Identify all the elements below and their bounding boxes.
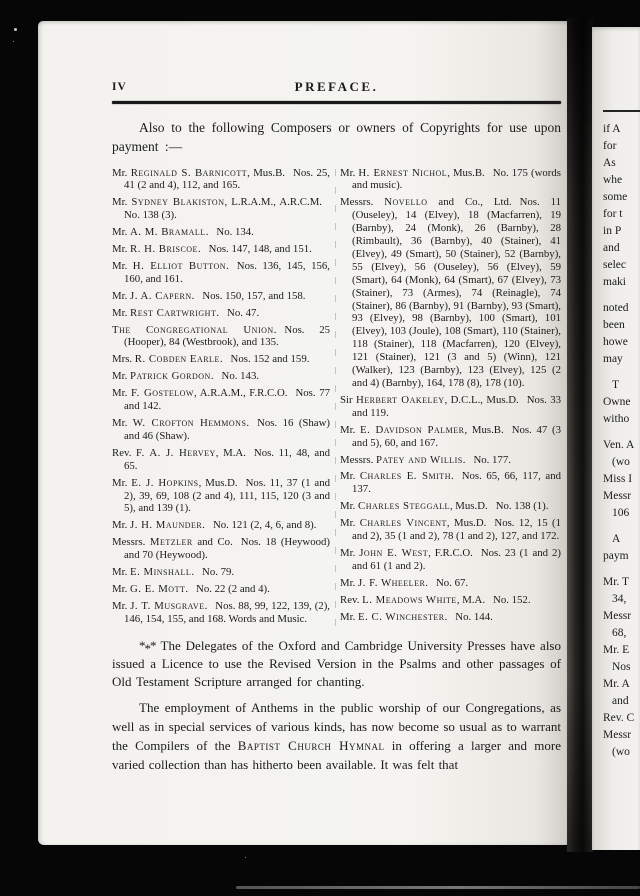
entry-lead: Mr. xyxy=(112,289,130,302)
facing-page-fragment: Messr xyxy=(603,610,632,622)
entry-refs: No. 79. xyxy=(202,566,235,579)
entry-post: , M.A. xyxy=(215,446,246,459)
copyright-entry xyxy=(112,167,330,193)
entry-name: G. E. Mott xyxy=(130,582,186,595)
facing-page-fragment: for xyxy=(603,140,617,152)
entry-lead: Mr. xyxy=(112,566,130,579)
facing-page-fragment: some xyxy=(603,191,628,203)
entry-post: . xyxy=(205,226,209,239)
entry-name: The Congregational Union xyxy=(112,323,274,336)
entry-post: . xyxy=(450,470,454,483)
entry-lead: Mr. xyxy=(340,610,358,623)
entry-name: E. C. Winchester xyxy=(358,610,445,623)
facing-page-fragment: Messr xyxy=(603,490,632,502)
asterisk-glyph: * xyxy=(139,637,145,653)
page-content xyxy=(112,79,561,774)
facing-page-fragment: As xyxy=(603,157,616,169)
entry-name: Rest Cartwright xyxy=(130,306,217,319)
entry-lead: Sir xyxy=(340,393,356,406)
entry-name: John E. West xyxy=(359,546,429,559)
entry-lead: Mr. xyxy=(112,259,133,272)
entry-post: . xyxy=(204,599,208,612)
entry-lead: Mr. xyxy=(340,470,360,483)
entry-post: , F.R.C.O. xyxy=(428,546,473,559)
entry-name: J. A. Capern xyxy=(130,289,192,302)
page-number: IV xyxy=(112,81,127,93)
entry-post: . xyxy=(210,370,214,383)
page-header xyxy=(112,79,561,97)
facing-page-header-rule xyxy=(603,110,640,112)
copyright-entry xyxy=(340,167,561,193)
copyright-entry xyxy=(340,196,561,390)
entry-lead: Mr. xyxy=(112,306,130,319)
entry-post: . xyxy=(191,566,195,579)
copyright-entry xyxy=(112,226,330,239)
copyright-entry xyxy=(112,307,330,320)
facing-page-fragment: and xyxy=(603,242,620,254)
entry-refs: No. 138 (1). xyxy=(495,500,549,513)
entry-name: Charles Vincent xyxy=(359,517,447,530)
copyright-entry xyxy=(112,260,330,286)
entry-name: A. M. Bramall xyxy=(130,226,206,239)
entry-post: . xyxy=(197,243,201,256)
facing-page-fragment: for t xyxy=(603,208,623,220)
copyright-entry xyxy=(112,353,330,366)
entry-lead: Mr. xyxy=(340,546,360,559)
closing-part1: The employment of Anthems in the public worship of our Congregations, as well as in special services of various kinds, has now become so usual as to warrant the Compilers of the xyxy=(112,699,561,753)
entry-post: . xyxy=(444,610,448,623)
entry-post: and Co., Ltd. xyxy=(427,196,512,209)
copyright-entry xyxy=(112,196,330,222)
entry-name: F. Gostelow xyxy=(130,387,194,400)
copyright-entry xyxy=(112,370,330,383)
entry-post: and Co. xyxy=(192,536,233,549)
entry-name: Herbert Oakeley xyxy=(355,393,445,406)
entry-lead: Mr. xyxy=(340,500,358,513)
entry-name: Sydney Blakiston xyxy=(131,196,225,209)
copyright-entry xyxy=(112,387,330,413)
facing-page-sliver xyxy=(592,27,640,850)
entry-name: J. T. Musgrave xyxy=(130,599,205,612)
entry-name: H. Elliot Button xyxy=(132,259,227,272)
facing-page-fragment: witho xyxy=(603,413,630,425)
hymnal-name: Baptist Church Hymnal xyxy=(237,737,385,753)
facing-page-fragment: paym xyxy=(603,550,629,562)
copyright-entry xyxy=(340,577,561,590)
entry-name: L. Meadows White xyxy=(362,593,457,606)
facing-page-fragment: whe xyxy=(603,174,623,186)
entry-refs: Nos. 25 (Hooper), 84 (Westbrook), and 135. xyxy=(124,323,330,349)
entry-lead: Messrs. xyxy=(340,196,385,209)
facing-page-fragment: Owne xyxy=(603,396,631,408)
entry-name: F. A. J. Hervey xyxy=(136,446,216,459)
entry-name: E. Davidson Palmer xyxy=(360,423,465,436)
copyright-entry xyxy=(340,500,561,513)
entry-refs: No. 138 (3). xyxy=(124,209,177,222)
copyright-entry xyxy=(112,536,330,562)
entry-refs: Nos. 150, 157, and 158. xyxy=(202,289,306,302)
entry-refs: Nos. 136, 145, 156, 160, and 161. xyxy=(124,259,330,285)
copyright-entry xyxy=(112,447,330,473)
asterisk-glyph: * xyxy=(144,641,150,657)
copyright-entry xyxy=(340,611,561,624)
facing-page-fragment: Mr. T xyxy=(603,576,629,588)
facing-page-fragment: Messr xyxy=(603,729,632,741)
entry-name: J. F. Wheeler xyxy=(358,576,426,589)
entry-post: . xyxy=(219,353,223,366)
entry-refs: No. 67. xyxy=(436,576,469,589)
entry-lead: Mr. xyxy=(112,476,132,489)
header-rule xyxy=(112,101,561,104)
entry-refs: Nos. 25, 41 (2 and 4), 112, and 165. xyxy=(124,166,331,192)
copyright-entry xyxy=(112,566,330,579)
entry-post: . xyxy=(216,306,220,319)
entry-lead: Mr. xyxy=(112,243,130,256)
entry-lead: Mr. xyxy=(112,166,131,179)
entry-refs: No. 143. xyxy=(221,370,260,383)
entry-refs: Nos. 88, 99, 122, 139, (2), 146, 154, 155, and 168. Words and Music. xyxy=(124,599,331,625)
entry-post: , Mus.B. xyxy=(464,423,504,436)
entry-name: Novello xyxy=(384,196,428,209)
asterism-mark xyxy=(139,637,156,657)
entry-lead: Mr. xyxy=(340,517,360,530)
facing-page-fragment: Rev. C xyxy=(603,712,635,724)
entry-post: . xyxy=(425,576,428,589)
entry-lead: Mr. xyxy=(340,423,361,436)
copyright-column-left xyxy=(112,167,330,630)
entry-lead: Rev. xyxy=(340,593,363,606)
entry-refs: No. 22 (2 and 4). xyxy=(196,582,270,595)
entry-name: Patrick Gordon xyxy=(130,370,211,383)
entry-lead: Messrs. xyxy=(112,536,150,549)
entry-post: , D.C.L., Mus.D. xyxy=(444,393,519,406)
copyright-entry xyxy=(340,517,561,543)
facing-page-fragment: noted xyxy=(603,302,629,314)
copyright-entry xyxy=(340,454,561,467)
entry-post: . xyxy=(191,289,195,302)
entry-post: . xyxy=(226,259,229,272)
facing-page-fragment: Mr. A xyxy=(603,678,630,690)
entry-refs: Nos. 11, 37 (1 and 2), 39, 69, 108 (2 and 4), 111, 115, 120 (3 and 5), and 139 (1). xyxy=(124,476,331,515)
copyright-entry xyxy=(112,290,330,303)
entry-refs: Nos. 12, 15 (1 and 2), 35 (1 and 2), 78 (1 and 2), 127, and 172. xyxy=(352,517,562,543)
entry-post: , L.R.A.M., A.R.C.M. xyxy=(224,196,322,209)
facing-page-fragment: selec xyxy=(603,259,626,271)
entry-post: , M.A. xyxy=(456,593,486,606)
facing-page-fragment: Mr. E xyxy=(603,644,630,656)
entry-post: , Mus.D. xyxy=(449,500,488,513)
entry-lead: Mr. xyxy=(112,226,130,239)
entry-refs: Nos. 152 and 159. xyxy=(230,353,310,366)
entry-lead: Messrs. xyxy=(340,453,376,466)
entry-name: Charles Steggall xyxy=(358,500,450,513)
entry-lead: Mr. xyxy=(112,582,130,595)
entry-refs: No. 121 (2, 4, 6, and 8). xyxy=(212,519,317,532)
entry-name: J. H. Maunder xyxy=(130,519,203,532)
facing-page-fragment: Ven. A xyxy=(603,439,635,451)
entry-name: E. J. Hopkins xyxy=(131,476,199,489)
entry-name: Metzler xyxy=(149,536,193,549)
entry-lead: Mr. xyxy=(112,599,131,612)
closing-paragraph xyxy=(112,698,561,774)
copyright-entry xyxy=(112,324,330,350)
entry-post: . xyxy=(273,323,277,336)
footnote-text: The Delegates of the Oxford and Cambridge University Presses have also issued a Licence to use the Revised Version in the Psalms and other passages of Old Testament Scripture arranged for chanting. xyxy=(112,637,561,689)
copyright-entry xyxy=(112,583,330,596)
facing-page-fragment: 106 xyxy=(612,507,630,519)
entry-post: , Mus.D. xyxy=(198,476,238,489)
entry-refs: Nos. 33 and 119. xyxy=(352,393,561,419)
scan-bottom-streak xyxy=(236,886,640,889)
copyright-entry xyxy=(112,477,330,516)
entry-refs: Nos. 65, 66, 117, and 137. xyxy=(352,470,562,496)
copyright-entry xyxy=(112,519,330,532)
facing-page-fragments xyxy=(603,121,640,761)
facing-page-fragment: Nos xyxy=(612,661,631,673)
entry-refs: No. 134. xyxy=(216,226,254,239)
entry-name: Reginald S. Barnicott xyxy=(130,166,248,179)
entry-name: R. H. Briscoe xyxy=(130,243,198,256)
entry-post: , A.R.A.M., F.R.C.O. xyxy=(193,387,288,400)
asterisk-glyph: * xyxy=(150,637,156,653)
entry-lead: Mr. xyxy=(112,519,130,532)
copyright-entry xyxy=(112,243,330,256)
facing-page-fragment: 34, xyxy=(612,593,627,605)
entry-name: E. Minshall xyxy=(130,566,192,579)
copyright-entry xyxy=(340,394,561,420)
entry-lead: Mr. xyxy=(112,370,130,383)
copyright-entry xyxy=(112,417,330,443)
entry-name: R. Cobden Earle xyxy=(134,353,220,366)
entry-name: Charles E. Smith xyxy=(359,470,451,483)
facing-page-fragment: maki xyxy=(603,276,626,288)
entry-lead: Mr. xyxy=(340,576,358,589)
entry-refs: No. 144. xyxy=(455,610,493,623)
facing-page-fragment: in P xyxy=(603,225,622,237)
facing-page-fragment: T xyxy=(612,379,620,391)
entry-name: H. Ernest Nichol xyxy=(358,166,448,179)
scanned-page xyxy=(38,21,568,845)
entry-refs: Nos. 18 (Heywood) and 70 (Heywood). xyxy=(124,536,330,562)
entry-name: Patey and Willis xyxy=(376,453,463,466)
facing-page-fragment: 68, xyxy=(612,627,627,639)
entry-refs: Nos. 16 (Shaw) and 46 (Shaw). xyxy=(124,417,330,442)
entry-post: . xyxy=(246,417,250,429)
facing-page-fragment: if A xyxy=(603,123,621,135)
entry-refs: No. 152. xyxy=(493,593,531,606)
footnote-paragraph xyxy=(112,637,561,691)
copyright-entry xyxy=(340,547,561,573)
entry-lead: Mrs. xyxy=(112,353,135,366)
entry-refs: Nos. 23 (1 and 2) and 61 (1 and 2). xyxy=(352,546,561,572)
copyright-entry xyxy=(340,594,561,607)
copyright-entry xyxy=(112,600,330,626)
column-rule xyxy=(335,169,336,630)
facing-page-fragment: may xyxy=(603,353,623,365)
entry-refs: Nos. 47 (3 and 5), 60, and 167. xyxy=(352,423,562,449)
scan-dust-specks xyxy=(14,28,17,31)
entry-refs: No. 175 (words and music). xyxy=(352,166,561,192)
intro-paragraph: Also to the following Composers or owners of Copyrights for use upon payment :— xyxy=(112,119,561,154)
entry-refs: No. 177. xyxy=(473,453,511,466)
facing-page-fragment: (wo xyxy=(612,746,630,758)
facing-page-fragment: Miss I xyxy=(603,473,633,485)
entry-post: , Mus.D. xyxy=(446,517,487,530)
entry-post: . xyxy=(185,582,189,595)
facing-page-fragment: A xyxy=(612,533,621,545)
entry-lead: Mr. xyxy=(112,196,132,209)
copyright-entry xyxy=(340,424,561,450)
entry-lead: Mr. xyxy=(340,166,359,179)
entry-post: . xyxy=(462,453,466,466)
entry-name: W. Crofton Hemmons xyxy=(132,417,247,429)
closing-part2: in offering a larger and more varied collection than has hitherto been available. It was felt that xyxy=(112,737,561,772)
entry-lead: Rev. xyxy=(112,446,136,459)
entry-post: , Mus.B. xyxy=(247,166,286,179)
facing-page-fragment: howe xyxy=(603,336,628,348)
entry-post: , Mus.B. xyxy=(447,166,485,179)
book-gutter-shadow xyxy=(567,18,593,852)
entry-refs: Nos. 11, 48, and 65. xyxy=(124,446,331,472)
entry-refs: Nos. 77 and 142. xyxy=(124,387,331,413)
facing-page-fragment: (wo xyxy=(612,456,630,468)
entry-refs: Nos. 147, 148, and 151. xyxy=(208,243,312,256)
entry-refs: No. 47. xyxy=(227,306,260,319)
facing-page-fragment: been xyxy=(603,319,625,331)
facing-page-fragment: and xyxy=(612,695,629,707)
copyright-column-right xyxy=(340,167,561,630)
copyright-columns xyxy=(112,167,561,630)
page-title: PREFACE. xyxy=(294,79,379,94)
entry-lead: Mr. xyxy=(112,387,131,400)
entry-lead: Mr. xyxy=(112,417,133,429)
entry-refs: Nos. 11 (Ouseley), 14 (Elvey), 18 (Macfarren), 19 (Barnby), 24 (Monk), 26 (Barnby), 28 (Rimbault), 36 (Barnby), 40 (Stainer), 41 (Elvey), 49 (Smart), 50 (Stainer), 52 (Barnby), 55 (Elvey), 56 (Ouseley), 56 (Elvey), 59 (Smart), 64 (Monk), 64 (Smart), 67 (Elvey), 73 (Stainer), 73 (Armes), 74 (Reinagle), 74 (Stainer), 86 (Barnby), 91 (Barnby), 93 (Smart), 93 (Elvey), 98 (Barnby), 100 (Smart), 101 (Elvey), 103 (Joule), 108 (Smart), 110 (Stainer), 118 (Stainer), 118 (Macfarren), 120 (Elvey), 121 (Stainer), 121 (3 and 5) (Winn), 121 (Walker), 123 (Barnby), 123 (Elvey), 125 (2 and 4) (Barnby), 164, 178 (8), 178 (10). xyxy=(352,196,561,389)
entry-post: . xyxy=(202,519,205,532)
copyright-entry xyxy=(340,470,561,496)
